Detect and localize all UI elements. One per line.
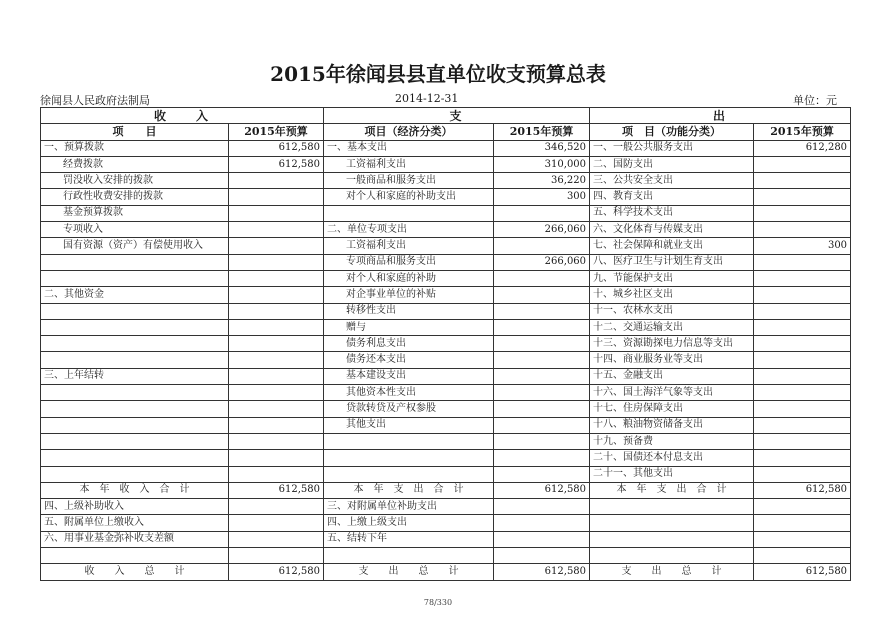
income-item-cell: [41, 352, 229, 368]
empty-cell: [590, 499, 754, 515]
func-item-cell: 五、科学技术支出: [590, 205, 754, 221]
empty-cell: [590, 531, 754, 547]
econ-item-cell: 其他资本性支出: [324, 385, 494, 401]
unit-name: 徐闻县人民政府法制局: [40, 94, 150, 107]
income-budget-cell: [229, 433, 324, 449]
func-budget-cell: [754, 319, 851, 335]
table-row: [41, 450, 851, 466]
table-row: [41, 287, 851, 303]
func-budget-cell: [754, 417, 851, 433]
econ-budget-cell: [494, 352, 590, 368]
income-item-cell: [41, 254, 229, 270]
econ-budget-cell: 300: [494, 189, 590, 205]
income-item-cell: 三、上年结转: [41, 368, 229, 384]
income-budget-cell: [229, 205, 324, 221]
table-row: [41, 189, 851, 205]
func-item-cell: 六、文化体育与传媒支出: [590, 222, 754, 238]
income-item-cell: [41, 417, 229, 433]
func-budget-cell: [754, 222, 851, 238]
econ-item-cell: 债务还本支出: [324, 352, 494, 368]
table-row: [41, 238, 851, 254]
econ-budget-cell: [494, 385, 590, 401]
income-item-cell: 罚没收入安排的拨款: [41, 173, 229, 189]
econ-budget-cell: 36,220: [494, 173, 590, 189]
econ-item-cell: [324, 205, 494, 221]
income-item-cell: [41, 385, 229, 401]
income-item-cell: [41, 433, 229, 449]
grand-income-total-label: 收 入 总 计: [41, 564, 229, 580]
table-row: [41, 531, 851, 547]
income-item-cell: 基金预算拨款: [41, 205, 229, 221]
func-item-cell: 二十、国债还本付息支出: [590, 450, 754, 466]
income-budget-cell: [229, 385, 324, 401]
func-item-cell: 八、医疗卫生与计划生育支出: [590, 254, 754, 270]
econ-item-cell: 债务利息支出: [324, 336, 494, 352]
income-budget-cell: [229, 303, 324, 319]
income-item-cell: 四、上级补助收入: [41, 499, 229, 515]
col-econ-item: 项目（经济分类）: [324, 124, 494, 140]
table-row: [41, 352, 851, 368]
func-item-cell: 十、城乡社区支出: [590, 287, 754, 303]
income-budget-cell: [229, 401, 324, 417]
income-section-header: 收 入: [41, 108, 324, 124]
table-row: [41, 270, 851, 286]
income-budget-cell: [229, 450, 324, 466]
table-row: [41, 401, 851, 417]
econ-budget-cell: 266,060: [494, 222, 590, 238]
year-expense-total-value: 612,580: [494, 482, 590, 498]
income-item-cell: [41, 303, 229, 319]
income-item-cell: 五、附属单位上缴收入: [41, 515, 229, 531]
budget-table: [40, 107, 851, 581]
table-row: [41, 417, 851, 433]
func-item-cell: 四、教育支出: [590, 189, 754, 205]
income-budget-cell: [229, 531, 324, 547]
econ-item-cell: [324, 450, 494, 466]
table-row: [41, 156, 851, 172]
income-budget-cell: [229, 417, 324, 433]
empty-cell: [754, 515, 851, 531]
table-row: [41, 385, 851, 401]
econ-item-cell: 二、单位专项支出: [324, 222, 494, 238]
func-budget-cell: [754, 189, 851, 205]
income-item-cell: 二、其他资金: [41, 287, 229, 303]
econ-item-cell: 工资福利支出: [324, 238, 494, 254]
econ-budget-cell: [494, 303, 590, 319]
econ-item-cell: 一、基本支出: [324, 140, 494, 156]
econ-budget-cell: [494, 205, 590, 221]
func-budget-cell: 612,280: [754, 140, 851, 156]
econ-item-cell: 赠与: [324, 319, 494, 335]
income-item-cell: 一、预算拨款: [41, 140, 229, 156]
year-total-row: [41, 482, 851, 498]
income-item-cell: 经费拨款: [41, 156, 229, 172]
grand-income-total-value: 612,580: [229, 564, 324, 580]
func-budget-cell: [754, 352, 851, 368]
income-item-cell: 专项收入: [41, 222, 229, 238]
year-income-total-value: 612,580: [229, 482, 324, 498]
empty-cell: [590, 515, 754, 531]
empty-cell: [590, 548, 754, 564]
blank-row: [41, 548, 851, 564]
func-item-cell: 十五、金融支出: [590, 368, 754, 384]
col-func-item: 项 目（功能分类）: [590, 124, 754, 140]
expense-section-header-left: 支: [324, 108, 590, 124]
income-budget-cell: [229, 368, 324, 384]
func-item-cell: 十三、资源勘探电力信息等支出: [590, 336, 754, 352]
econ-budget-cell: [494, 466, 590, 482]
func-budget-cell: [754, 401, 851, 417]
econ-item-cell: 对企事业单位的补贴: [324, 287, 494, 303]
table-row: [41, 319, 851, 335]
income-budget-cell: [229, 336, 324, 352]
table-row: [41, 222, 851, 238]
col-income-item: 项 目: [41, 124, 229, 140]
income-budget-cell: 612,580: [229, 156, 324, 172]
func-budget-cell: [754, 450, 851, 466]
econ-item-cell: 对个人和家庭的补助支出: [324, 189, 494, 205]
econ-budget-cell: [494, 450, 590, 466]
func-item-cell: 二、国防支出: [590, 156, 754, 172]
grand-expense-total-value: 612,580: [494, 564, 590, 580]
income-budget-cell: 612,580: [229, 140, 324, 156]
econ-item-cell: 四、上缴上级支出: [324, 515, 494, 531]
col-income-budget: 2015年预算: [229, 124, 324, 140]
func-item-cell: 十七、住房保障支出: [590, 401, 754, 417]
econ-budget-cell: [494, 499, 590, 515]
econ-budget-cell: [494, 336, 590, 352]
econ-item-cell: [324, 433, 494, 449]
func-item-cell: 一、一般公共服务支出: [590, 140, 754, 156]
econ-item-cell: 转移性支出: [324, 303, 494, 319]
econ-budget-cell: 310,000: [494, 156, 590, 172]
table-row: [41, 254, 851, 270]
func-budget-cell: [754, 433, 851, 449]
econ-budget-cell: [494, 417, 590, 433]
expense-section-header-right: 出: [590, 108, 851, 124]
grand-expense-total-label: 支 出 总 计: [324, 564, 494, 580]
table-row: [41, 205, 851, 221]
income-budget-cell: [229, 287, 324, 303]
econ-budget-cell: [494, 368, 590, 384]
income-item-cell: [41, 466, 229, 482]
year-income-total-label: 本 年 收 入 合 计: [41, 482, 229, 498]
func-item-cell: 十九、预备费: [590, 433, 754, 449]
econ-budget-cell: [494, 531, 590, 547]
income-budget-cell: [229, 238, 324, 254]
empty-cell: [754, 499, 851, 515]
econ-item-cell: 三、对附属单位补助支出: [324, 499, 494, 515]
func-budget-cell: [754, 156, 851, 172]
income-item-cell: 国有资源（资产）有偿使用收入: [41, 238, 229, 254]
report-date: 2014-12-31: [395, 92, 459, 105]
income-budget-cell: [229, 515, 324, 531]
income-item-cell: [41, 401, 229, 417]
table-row: [41, 173, 851, 189]
grand-expense-total-label-func: 支 出 总 计: [590, 564, 754, 580]
func-budget-cell: [754, 287, 851, 303]
page-number: 78/330: [423, 598, 453, 607]
table-row: [41, 515, 851, 531]
year-expense-total-label: 本 年 支 出 合 计: [324, 482, 494, 498]
econ-budget-cell: [494, 238, 590, 254]
empty-cell: [754, 531, 851, 547]
income-budget-cell: [229, 352, 324, 368]
econ-item-cell: 五、结转下年: [324, 531, 494, 547]
func-budget-cell: [754, 173, 851, 189]
econ-item-cell: 基本建设支出: [324, 368, 494, 384]
empty-cell: [229, 548, 324, 564]
econ-budget-cell: [494, 319, 590, 335]
grand-total-row: [41, 564, 851, 580]
func-budget-cell: [754, 336, 851, 352]
income-budget-cell: [229, 254, 324, 270]
col-func-budget: 2015年预算: [754, 124, 851, 140]
func-item-cell: 二十一、其他支出: [590, 466, 754, 482]
table-row: [41, 303, 851, 319]
table-row: [41, 140, 851, 156]
func-budget-cell: [754, 254, 851, 270]
income-budget-cell: [229, 222, 324, 238]
section-header-row: [41, 108, 851, 124]
func-item-cell: 十八、粮油物资储备支出: [590, 417, 754, 433]
econ-item-cell: 贷款转贷及产权参股: [324, 401, 494, 417]
income-budget-cell: [229, 189, 324, 205]
income-budget-cell: [229, 173, 324, 189]
income-item-cell: [41, 270, 229, 286]
col-econ-budget: 2015年预算: [494, 124, 590, 140]
income-item-cell: [41, 319, 229, 335]
func-item-cell: 十一、农林水支出: [590, 303, 754, 319]
econ-item-cell: 对个人和家庭的补助: [324, 270, 494, 286]
func-item-cell: 三、公共安全支出: [590, 173, 754, 189]
column-header-row: [41, 124, 851, 140]
year-expense-total-value-func: 612,580: [754, 482, 851, 498]
econ-item-cell: 专项商品和服务支出: [324, 254, 494, 270]
econ-budget-cell: [494, 270, 590, 286]
econ-budget-cell: 266,060: [494, 254, 590, 270]
income-item-cell: 行政性收费安排的拨款: [41, 189, 229, 205]
income-budget-cell: [229, 319, 324, 335]
func-budget-cell: [754, 205, 851, 221]
empty-cell: [324, 548, 494, 564]
econ-budget-cell: [494, 433, 590, 449]
empty-cell: [754, 548, 851, 564]
func-item-cell: 十二、交通运输支出: [590, 319, 754, 335]
income-item-cell: [41, 336, 229, 352]
table-row: [41, 499, 851, 515]
currency-unit: 单位：元: [793, 94, 837, 107]
func-budget-cell: 300: [754, 238, 851, 254]
report-title: 2015年徐闻县县直单位收支预算总表: [270, 62, 606, 86]
func-budget-cell: [754, 368, 851, 384]
func-budget-cell: [754, 303, 851, 319]
func-item-cell: 七、社会保障和就业支出: [590, 238, 754, 254]
income-item-cell: [41, 450, 229, 466]
func-item-cell: 十六、国土海洋气象等支出: [590, 385, 754, 401]
econ-budget-cell: 346,520: [494, 140, 590, 156]
empty-cell: [494, 548, 590, 564]
func-budget-cell: [754, 270, 851, 286]
table-row: [41, 368, 851, 384]
table-row: [41, 433, 851, 449]
func-budget-cell: [754, 385, 851, 401]
func-item-cell: 十四、商业服务业等支出: [590, 352, 754, 368]
income-budget-cell: [229, 466, 324, 482]
func-item-cell: 九、节能保护支出: [590, 270, 754, 286]
table-row: [41, 466, 851, 482]
empty-cell: [41, 548, 229, 564]
table-row: [41, 336, 851, 352]
econ-budget-cell: [494, 287, 590, 303]
income-budget-cell: [229, 270, 324, 286]
year-expense-total-label-func: 本 年 支 出 合 计: [590, 482, 754, 498]
econ-item-cell: 工资福利支出: [324, 156, 494, 172]
econ-item-cell: 一般商品和服务支出: [324, 173, 494, 189]
grand-expense-total-value-func: 612,580: [754, 564, 851, 580]
income-budget-cell: [229, 499, 324, 515]
econ-budget-cell: [494, 401, 590, 417]
econ-item-cell: 其他支出: [324, 417, 494, 433]
func-budget-cell: [754, 466, 851, 482]
econ-item-cell: [324, 466, 494, 482]
income-item-cell: 六、用事业基金弥补收支差额: [41, 531, 229, 547]
econ-budget-cell: [494, 515, 590, 531]
